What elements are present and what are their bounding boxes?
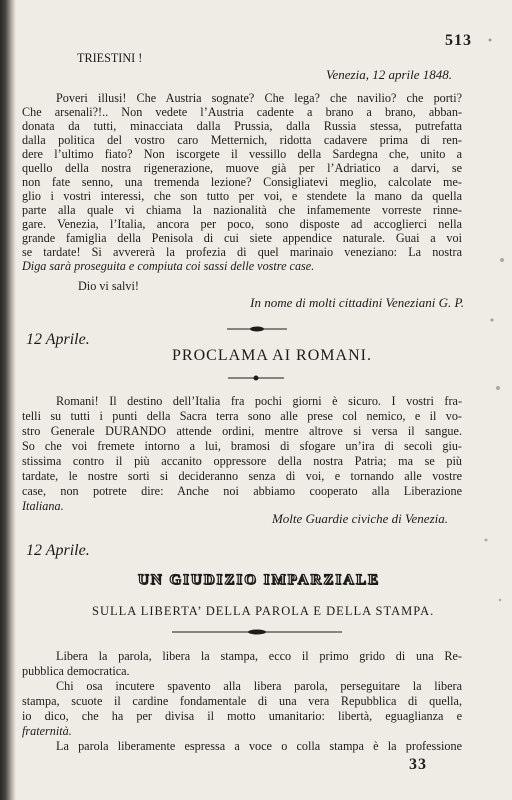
- title-underline-ornament: [172, 628, 342, 636]
- proclama-title: PROCLAMA AI ROMANI.: [172, 347, 372, 364]
- giudizio-date: 12 Aprile.: [26, 542, 90, 559]
- letter-line: grande famiglia della Penisola di cui siete appendice naturale. Guai a voi: [22, 231, 462, 245]
- proclama-line: tardate, le nostre sorti si decideranno senza di voi, e tornando alle vostre: [22, 469, 462, 483]
- letter-line: quello della nostra rigenerazione, muove già per l’Adriatico a darvi, se: [22, 161, 462, 175]
- letter-salutation: TRIESTINI !: [77, 51, 143, 65]
- proclama-line: Italiana.: [22, 499, 64, 513]
- proclama-date: 12 Aprile.: [26, 331, 90, 348]
- giudizio-line: io dico, che ha per divisa il motto umanitario: libertà, eguaglianza e: [22, 709, 462, 723]
- giudizio-line: pubblica democratica.: [22, 664, 130, 678]
- proclama-line: case, non potrete dire: Anche noi abbiamo cooperato alla Liberazione: [22, 484, 462, 498]
- letter-place-date: Venezia, 12 aprile 1848.: [325, 67, 452, 82]
- proclama-line: stissima contro il più accanito oppressore della nostra Patria; ma se più: [22, 454, 462, 468]
- section-separator-ornament: [227, 325, 287, 333]
- proclama-line: stro Generale DURANDO attende ordini, mentre altrove si versa il sangue.: [22, 424, 462, 438]
- letter-line: parte alla quale vi chiama la nazionalità che infamemente vorreste rinne-: [22, 203, 462, 217]
- page-number-top: 513: [445, 32, 472, 49]
- page-gutter-shadow: [0, 0, 16, 800]
- giudizio-subtitle: SULLA LIBERTA’ DELLA PAROLA E DELLA STAMPA.: [92, 604, 435, 618]
- letter-line: dalla politica del vostro caro Metternich, ridotta cadavere prima di ren-: [22, 133, 462, 147]
- letter-line: Diga sarà proseguita e compiuta coi sassi delle vostre case.: [22, 259, 315, 273]
- letter-signature: In nome di molti cittadini Veneziani G. P.: [250, 295, 464, 310]
- giudizio-line: La parola liberamente espressa a voce o colla stampa è la professione: [56, 739, 462, 753]
- letter-line: dere l’ultimo fiato? Non iscorgete il vessillo della Sardegna che, unito a: [22, 147, 462, 161]
- giudizio-line: stampa, scuote il cardine fondamentale di una vera Repubblica di quella,: [22, 694, 462, 708]
- letter-line: non fate senno, una tremenda lezione? Consigliatevi meglio, calcolate me-: [22, 175, 462, 189]
- page-number-bottom: 33: [409, 756, 427, 773]
- title-underline-ornament: [228, 374, 284, 382]
- proclama-line: So che voi fremete intorno a lui, bramosi di sfogare un’ira di secoli giu-: [22, 439, 462, 453]
- letter-line: se tardate! Si avvererà la profezia di quel marinaio veneziano: La nostra: [22, 245, 462, 259]
- letter-line: gare. Venezia, l’Italia, ancora per poco, sono disposte ad accoglierci nella: [22, 217, 462, 231]
- letter-line: glio i vostri interessi, che son tutto per voi, e stendete la mano da quella: [22, 189, 462, 203]
- giudizio-line: Libera la parola, libera la stampa, ecco il primo grido di una Re-: [56, 649, 462, 663]
- letter-line: donata da tutti, minacciata dalla Prussia, dalla Russia stessa, putrefatta: [22, 119, 462, 133]
- giudizio-title: UN GIUDIZIO IMPARZIALE: [137, 572, 381, 588]
- letter-line: Poveri illusi! Che Austria sognate? Che lega? che navilio? che porti?: [56, 91, 462, 105]
- document-page: [22, 0, 472, 800]
- letter-closing: Dio vi salvi!: [78, 279, 139, 293]
- proclama-signature: Molte Guardie civiche di Venezia.: [271, 511, 448, 526]
- paper-foxing-marks: [472, 0, 512, 800]
- giudizio-line: fraternità.: [22, 724, 72, 738]
- letter-line: Che arsenali?!.. Non vedete l’Austria cadente a brano a brano, abban-: [22, 105, 462, 119]
- proclama-line: Romani! Il destino dell’Italia fra pochi giorni è sicuro. I vostri fra-: [56, 394, 462, 408]
- proclama-line: telli su tutti i punti della Sacra terra sono alle prese col nemico, e il vo-: [22, 409, 462, 423]
- giudizio-line: Chi osa incutere spavento alla libera parola, perseguitare la libera: [56, 679, 462, 693]
